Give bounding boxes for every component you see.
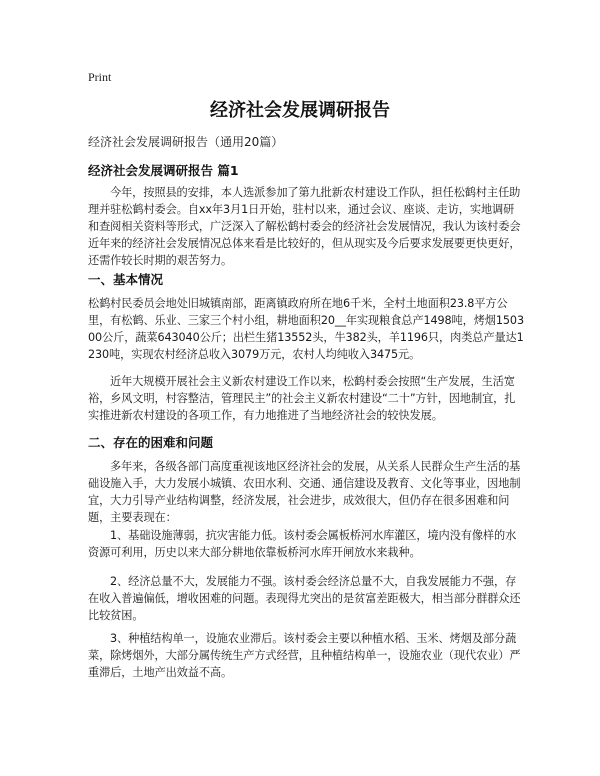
section-heading-problems: 二、存在的困难和问题 (88, 435, 214, 450)
paragraph-problem-2: 2、经济总量不大，发展能力不强。该村委会经济总量不大，自我发展能力不强，存在收入普遍偏低，增收困难的问题。表现得尤突出的是贫富差距极大，相当部分群群众还比较贫困。 (88, 575, 521, 622)
paragraph-basic-info-1: 松鹤村民委员会地处旧城镇南部，距离镇政府所在地6千米，全村土地面积23.8平方公里，有松鹤、乐业、三家三个村小组，耕地面积20__年实现粮食总产1498吨，烤烟150300公斤，蔬菜643040公斤；出栏生猪13552头，牛382头，羊1196只，肉类总产量达1230吨，实现农村经济总收入3079万元，农村人均纯收入3475元。 (88, 297, 524, 361)
article-heading: 经济社会发展调研报告 篇1 (88, 163, 239, 178)
document-subtitle: 经济社会发展调研报告（通用20篇） (88, 135, 284, 149)
intro-paragraph: 今年，按照县的安排，本人选派参加了第九批新农村建设工作队，担任松鹤村主任助理并驻松鹤村委会。自xx年3月1日开始，驻村以来，通过会议、座谈、走访，实地调研和查阅相关资料等形式，广泛深入了解松鹤村委会的经济社会发展情况，我认为该村委会近年来的经济社会发展情况总体来看是比较好的，但从现实及今后要求发展要更快更好，还需作较长时期的艰苦努力。 (88, 186, 521, 267)
document-title: 经济社会发展调研报告 (210, 100, 390, 121)
paragraph-problems-intro: 多年来，各级各部门高度重视该地区经济社会的发展，从关系人民群众生产生活的基础设施入手，大力发展小城镇、农田水利、交通、通信建设及教育、文化等事业，因地制宜，大力引导产业结构调整，经济发展，社会进步，成效很大，但仍存在很多困难和问题，主要表现在： (88, 460, 521, 524)
paragraph-problem-1: 1、基础设施薄弱，抗灾害能力低。该村委会属板桥河水库灌区，境内没有像样的水资源可利用，历史以来大部分耕地依靠板桥河水库开闸放水来栽种。 (88, 529, 517, 559)
print-link[interactable]: Print (88, 70, 112, 84)
paragraph-problem-3: 3、种植结构单一，设施农业滞后。该村委会主要以种植水稻、玉米、烤烟及部分蔬菜，除烤烟外，大部分属传统生产方式经营，且种植结构单一，设施农业（现代农业）严重滞后，土地产出效益不高。 (88, 632, 521, 679)
paragraph-basic-info-2: 近年大规模开展社会主义新农村建设工作以来，松鹤村委会按照“生产发展，生活宽裕，乡风文明，村容整洁，管理民主”的社会主义新农村建设“二十”方针，因地制宜，扎实推进新农村建设的各项工作，有力地推进了当地经济社会的较快发展。 (88, 375, 516, 422)
section-heading-basic-info: 一、基本情况 (88, 272, 164, 287)
